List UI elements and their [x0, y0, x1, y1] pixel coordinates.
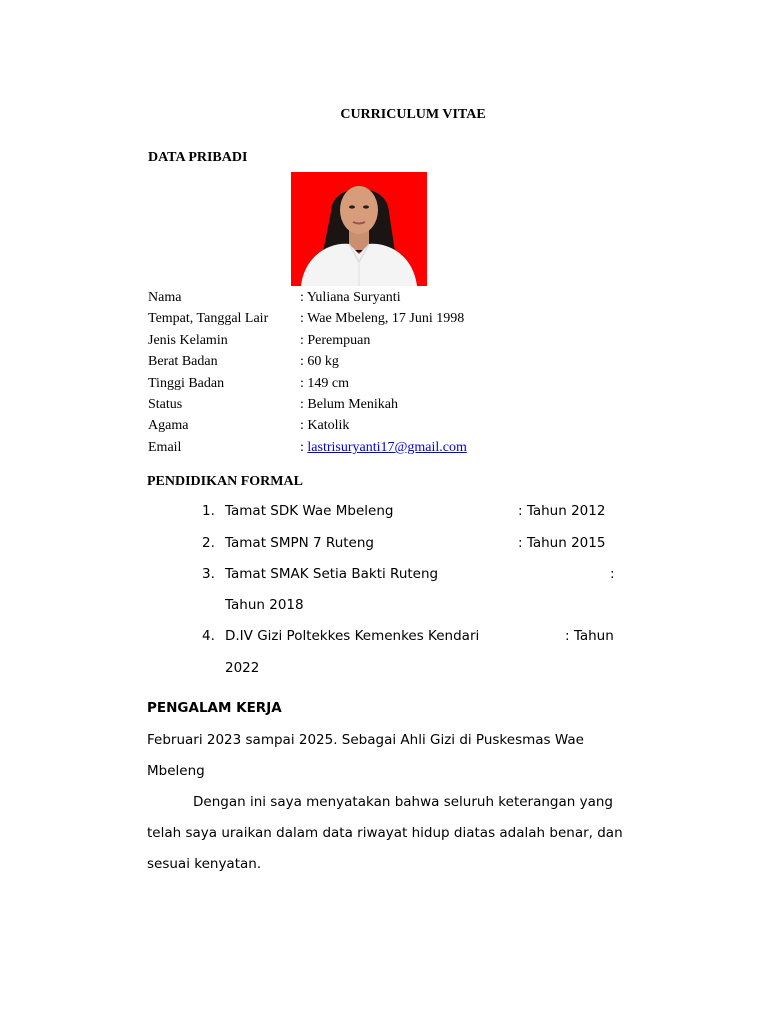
info-label: Tempat, Tanggal Lair	[148, 311, 269, 326]
work-experience-line: Mbeleng	[147, 763, 205, 779]
profile-photo	[291, 172, 427, 286]
education-school: Tamat SDK Wae Mbeleng	[225, 503, 394, 519]
info-label: Berat Badan	[148, 354, 218, 369]
list-number: 2.	[202, 535, 215, 551]
email-prefix: :	[300, 440, 308, 455]
education-year: : Tahun 2015	[518, 535, 606, 551]
education-year: : Tahun 2012	[518, 503, 606, 519]
closing-line: telah saya uraikan dalam data riwayat hidup diatas adalah benar, dan	[147, 825, 623, 841]
info-value: : Katolik	[300, 418, 350, 433]
work-experience-line: Februari 2023 sampai 2025. Sebagai Ahli Gizi di Puskesmas Wae	[147, 732, 584, 748]
closing-line: sesuai kenyatan.	[147, 856, 262, 872]
info-value: : 60 kg	[300, 354, 339, 369]
email-link[interactable]: lastrisuryanti17@gmail.com	[307, 440, 467, 455]
education-colon: :	[610, 566, 615, 582]
info-value: : Perempuan	[300, 333, 371, 348]
info-label: Email	[148, 440, 182, 455]
list-number: 1.	[202, 503, 215, 519]
profile-photo-image	[291, 172, 427, 286]
section-heading-pengalaman-kerja: PENGALAM KERJA	[147, 700, 282, 716]
education-school: D.IV Gizi Poltekkes Kemenkes Kendari	[225, 628, 480, 644]
info-label: Agama	[148, 418, 189, 433]
section-heading-data-pribadi: DATA PRIBADI	[148, 150, 248, 165]
info-label: Jenis Kelamin	[148, 333, 228, 348]
info-value: : Wae Mbeleng, 17 Juni 1998	[300, 311, 465, 326]
list-number: 4.	[202, 628, 215, 644]
education-year: : Tahun	[565, 628, 614, 644]
education-school: Tamat SMAK Setia Bakti Ruteng	[225, 566, 439, 582]
info-label: Tinggi Badan	[148, 376, 225, 391]
education-year-continued: 2022	[225, 660, 260, 676]
info-value	[300, 438, 467, 458]
education-school: Tamat SMPN 7 Ruteng	[225, 535, 374, 551]
info-label: Nama	[148, 290, 182, 305]
info-label: Status	[148, 397, 183, 412]
info-value: : 149 cm	[300, 376, 349, 391]
info-value: : Belum Menikah	[300, 397, 398, 412]
list-number: 3.	[202, 566, 215, 582]
document-title: CURRICULUM VITAE	[340, 107, 486, 122]
closing-line: Dengan ini saya menyatakan bahwa seluruh keterangan yang	[193, 794, 613, 810]
info-value: : Yuliana Suryanti	[300, 290, 401, 305]
section-heading-pendidikan-formal: PENDIDIKAN FORMAL	[147, 474, 303, 489]
education-year: Tahun 2018	[225, 597, 304, 613]
